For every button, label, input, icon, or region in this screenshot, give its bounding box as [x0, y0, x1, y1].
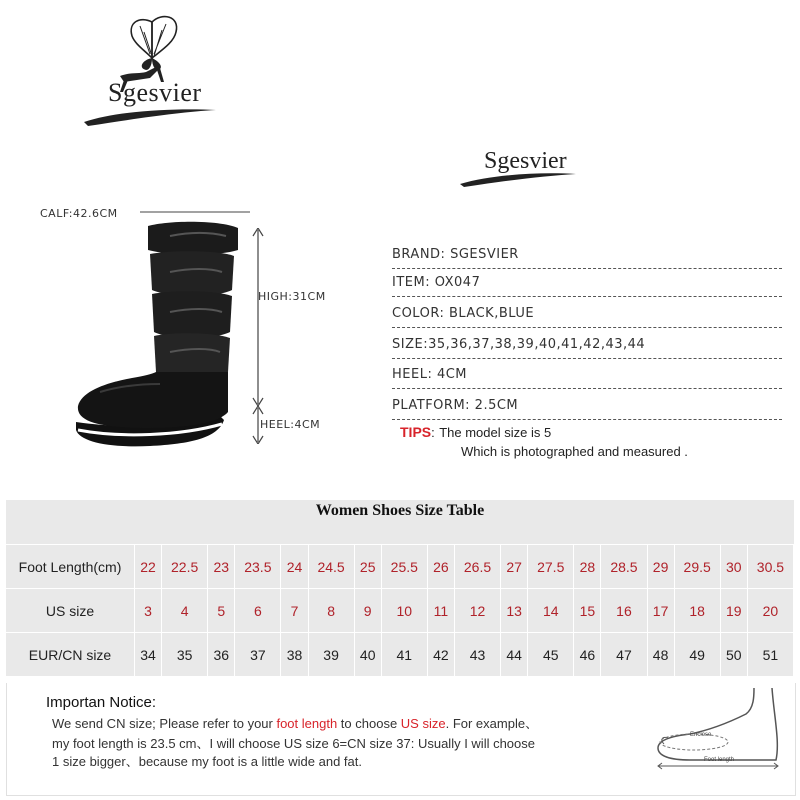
foot-length-label: Foot length — [704, 757, 735, 763]
notice-line-3: 1 size bigger、because my foot is a little wide and fat. — [52, 754, 362, 769]
size-cell: 14 — [528, 588, 574, 632]
size-cell: 25.5 — [382, 544, 428, 588]
tips-label: TIPS — [400, 424, 432, 440]
size-cell: 44 — [501, 632, 528, 676]
size-cell: 47 — [601, 632, 647, 676]
size-cell: 4 — [162, 588, 208, 632]
tips-line-2: Which is photographed and measured . — [461, 444, 688, 459]
size-cell: 49 — [675, 632, 721, 676]
size-cell: 29.5 — [675, 544, 721, 588]
size-cell: 26 — [428, 544, 455, 588]
height-measurement-label: HIGH:31CM — [258, 290, 326, 303]
tips-line-1: The model size is 5 — [439, 425, 552, 440]
size-cell: 48 — [648, 632, 675, 676]
size-cell: 5 — [208, 588, 235, 632]
logo-secondary-swoosh — [458, 170, 578, 188]
size-cell: 34 — [135, 632, 162, 676]
notice-title: Importan Notice: — [46, 694, 157, 711]
spec-brand: BRAND: SGESVIER — [392, 244, 782, 269]
size-cell: 24 — [281, 544, 308, 588]
tips-block — [400, 424, 790, 442]
size-table — [6, 544, 794, 676]
size-cell: 24.5 — [309, 544, 355, 588]
notice-line-1-part-c: to choose — [337, 716, 401, 731]
size-cell: 23 — [208, 544, 235, 588]
tips-separator: : — [431, 425, 435, 440]
size-cell: 29 — [648, 544, 675, 588]
size-cell: 22 — [135, 544, 162, 588]
notice-line-1 — [52, 713, 538, 732]
size-row-label: Foot Length(cm) — [6, 544, 135, 588]
notice-us-size-highlight: US size — [400, 716, 446, 731]
size-cell: 12 — [455, 588, 501, 632]
size-cell: 22.5 — [162, 544, 208, 588]
size-cell: 36 — [208, 632, 235, 676]
size-cell: 26.5 — [455, 544, 501, 588]
spec-size: SIZE:35,36,37,38,39,40,41,42,43,44 — [392, 334, 782, 359]
size-cell: 15 — [574, 588, 601, 632]
calf-measurement-label: CALF:42.6CM — [40, 207, 118, 220]
heel-measurement-label: HEEL:4CM — [260, 418, 321, 431]
size-cell: 17 — [648, 588, 675, 632]
size-cell: 7 — [281, 588, 308, 632]
size-cell: 51 — [748, 632, 794, 676]
size-cell: 41 — [382, 632, 428, 676]
foot-enclose-label: Enclose — [690, 732, 712, 738]
spec-heel: HEEL: 4CM — [392, 364, 782, 389]
size-row-us-size — [6, 588, 794, 632]
size-cell: 18 — [675, 588, 721, 632]
size-row-label: US size — [6, 588, 135, 632]
size-cell: 11 — [428, 588, 455, 632]
size-cell: 20 — [748, 588, 794, 632]
size-row-foot-length — [6, 544, 794, 588]
logo-swoosh — [80, 104, 220, 128]
size-cell: 10 — [382, 588, 428, 632]
size-cell: 6 — [235, 588, 281, 632]
size-cell: 28.5 — [601, 544, 647, 588]
size-cell: 28 — [574, 544, 601, 588]
size-cell: 23.5 — [235, 544, 281, 588]
size-cell: 27 — [501, 544, 528, 588]
size-cell: 42 — [428, 632, 455, 676]
boot-illustration — [70, 216, 250, 456]
spec-platform: PLATFORM: 2.5CM — [392, 395, 782, 420]
brand-logo-secondary — [458, 148, 578, 192]
product-image-boot — [70, 216, 250, 456]
size-cell: 30.5 — [748, 544, 794, 588]
size-cell: 9 — [355, 588, 382, 632]
size-table-title: Women Shoes Size Table — [315, 502, 485, 519]
notice-line-2: my foot length is 23.5 cm、I will choose US size 6=CN size 37: Usually I will choose — [52, 736, 535, 751]
notice-line-1-part-e: . For example、 — [445, 716, 539, 731]
size-cell: 40 — [355, 632, 382, 676]
notice-line-1-part-a: We send CN size; Please refer to your — [52, 716, 277, 731]
size-cell: 46 — [574, 632, 601, 676]
size-cell: 45 — [528, 632, 574, 676]
spec-item: ITEM: OX047 — [392, 272, 782, 297]
size-cell: 16 — [601, 588, 647, 632]
size-cell: 43 — [455, 632, 501, 676]
size-row-eur-cn-size — [6, 632, 794, 676]
size-cell: 8 — [309, 588, 355, 632]
size-cell: 37 — [235, 632, 281, 676]
size-cell: 19 — [721, 588, 748, 632]
foot-diagram — [650, 686, 790, 770]
size-cell: 25 — [355, 544, 382, 588]
size-cell: 35 — [162, 632, 208, 676]
notice-foot-length-highlight: foot length — [276, 716, 338, 731]
size-cell: 38 — [281, 632, 308, 676]
calf-measure-line — [138, 205, 258, 219]
brand-logo-secondary-text: Sgesvier — [484, 148, 567, 174]
brand-logo — [80, 14, 220, 126]
size-cell: 39 — [309, 632, 355, 676]
size-cell: 3 — [135, 588, 162, 632]
size-cell: 50 — [721, 632, 748, 676]
size-row-label: EUR/CN size — [6, 632, 135, 676]
size-cell: 13 — [501, 588, 528, 632]
size-cell: 27.5 — [528, 544, 574, 588]
height-measure-line — [250, 228, 266, 444]
size-cell: 30 — [721, 544, 748, 588]
brand-logo-text: Sgesvier — [108, 78, 202, 107]
spec-color: COLOR: BLACK,BLUE — [392, 303, 782, 328]
